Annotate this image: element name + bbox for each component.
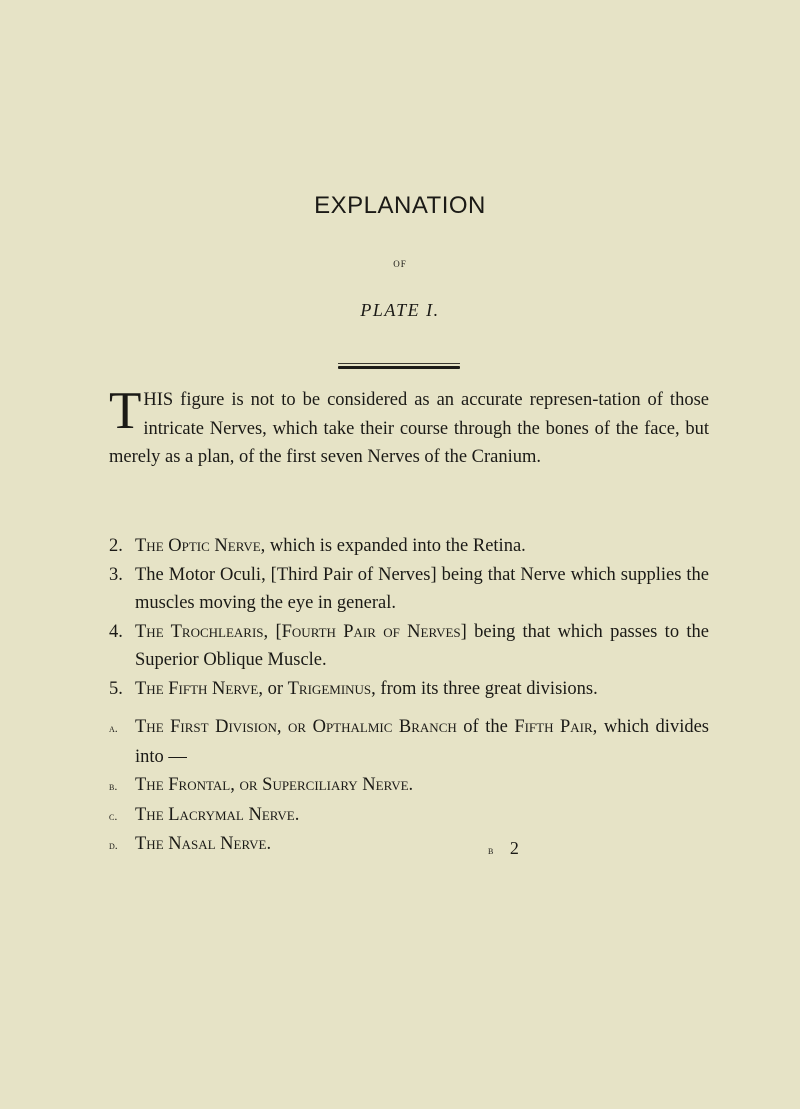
nerve-name: The Trochlearis, [Fourth Pair of Nerves] bbox=[135, 621, 467, 642]
item-letter: b. bbox=[109, 779, 118, 793]
signature-mark: b bbox=[488, 843, 500, 857]
subtitle-of: OF bbox=[393, 259, 407, 269]
list-item-b bbox=[109, 771, 709, 801]
item-letter: d. bbox=[109, 838, 118, 852]
nerve-name: The Frontal, or Superciliary Nerve. bbox=[135, 775, 414, 795]
item-number: 5. bbox=[109, 678, 123, 699]
nerve-name: The Nasal Nerve. bbox=[135, 834, 272, 854]
page-folio bbox=[488, 838, 525, 859]
item-text: which is expanded into the Retina. bbox=[265, 536, 526, 556]
item-text-continued: from its three great divisions. bbox=[375, 678, 598, 699]
title-rule bbox=[338, 366, 460, 369]
item-letter: a. bbox=[109, 721, 118, 735]
list-item-4 bbox=[109, 618, 709, 675]
item-number: 2. bbox=[109, 536, 123, 556]
page-title: EXPLANATION bbox=[314, 192, 486, 219]
page-number: 2 bbox=[509, 838, 525, 858]
item-number: 4. bbox=[109, 621, 123, 642]
list-item-a bbox=[109, 713, 709, 771]
list-item-d bbox=[109, 830, 709, 860]
item-text-continued: which divides into — bbox=[135, 717, 709, 767]
item-text: of the bbox=[456, 717, 515, 737]
intro-paragraph bbox=[109, 382, 709, 472]
drop-cap: T bbox=[109, 382, 142, 440]
nerve-name: The Lacrymal Nerve. bbox=[135, 804, 300, 825]
nerve-name: The First Division, or Opthalmic Branch bbox=[135, 717, 457, 737]
item-text: or bbox=[262, 678, 288, 699]
item-number: 3. bbox=[109, 564, 123, 585]
nerve-name-alt: Fifth Pair, bbox=[514, 717, 598, 737]
nerve-name: The Optic Nerve, bbox=[135, 536, 266, 556]
item-text: being that which passes to the Superior Oblique Muscle. bbox=[135, 621, 709, 670]
item-letter: c. bbox=[109, 808, 118, 823]
item-text: The Motor Oculi, [Third Pair of Nerves] being that Nerve which supplies the muscles moving the eye in general. bbox=[135, 564, 709, 613]
numbered-list bbox=[109, 532, 709, 703]
nerve-name-alt: Trigeminus, bbox=[287, 678, 376, 699]
list-item-c bbox=[109, 801, 709, 831]
lettered-list bbox=[109, 713, 709, 860]
list-item-3 bbox=[109, 561, 709, 618]
plate-title: PLATE I. bbox=[360, 300, 440, 320]
list-item-2 bbox=[109, 532, 709, 561]
list-item-5 bbox=[109, 675, 709, 704]
intro-text: HIS figure is not to be considered as an accurate represen-tation of those intricate Nerves, which take their course through the bones of the face, but merely as a plan, of the first seven Nerves of the Cranium. bbox=[109, 390, 709, 467]
nerve-name: The Fifth Nerve, bbox=[135, 678, 263, 699]
